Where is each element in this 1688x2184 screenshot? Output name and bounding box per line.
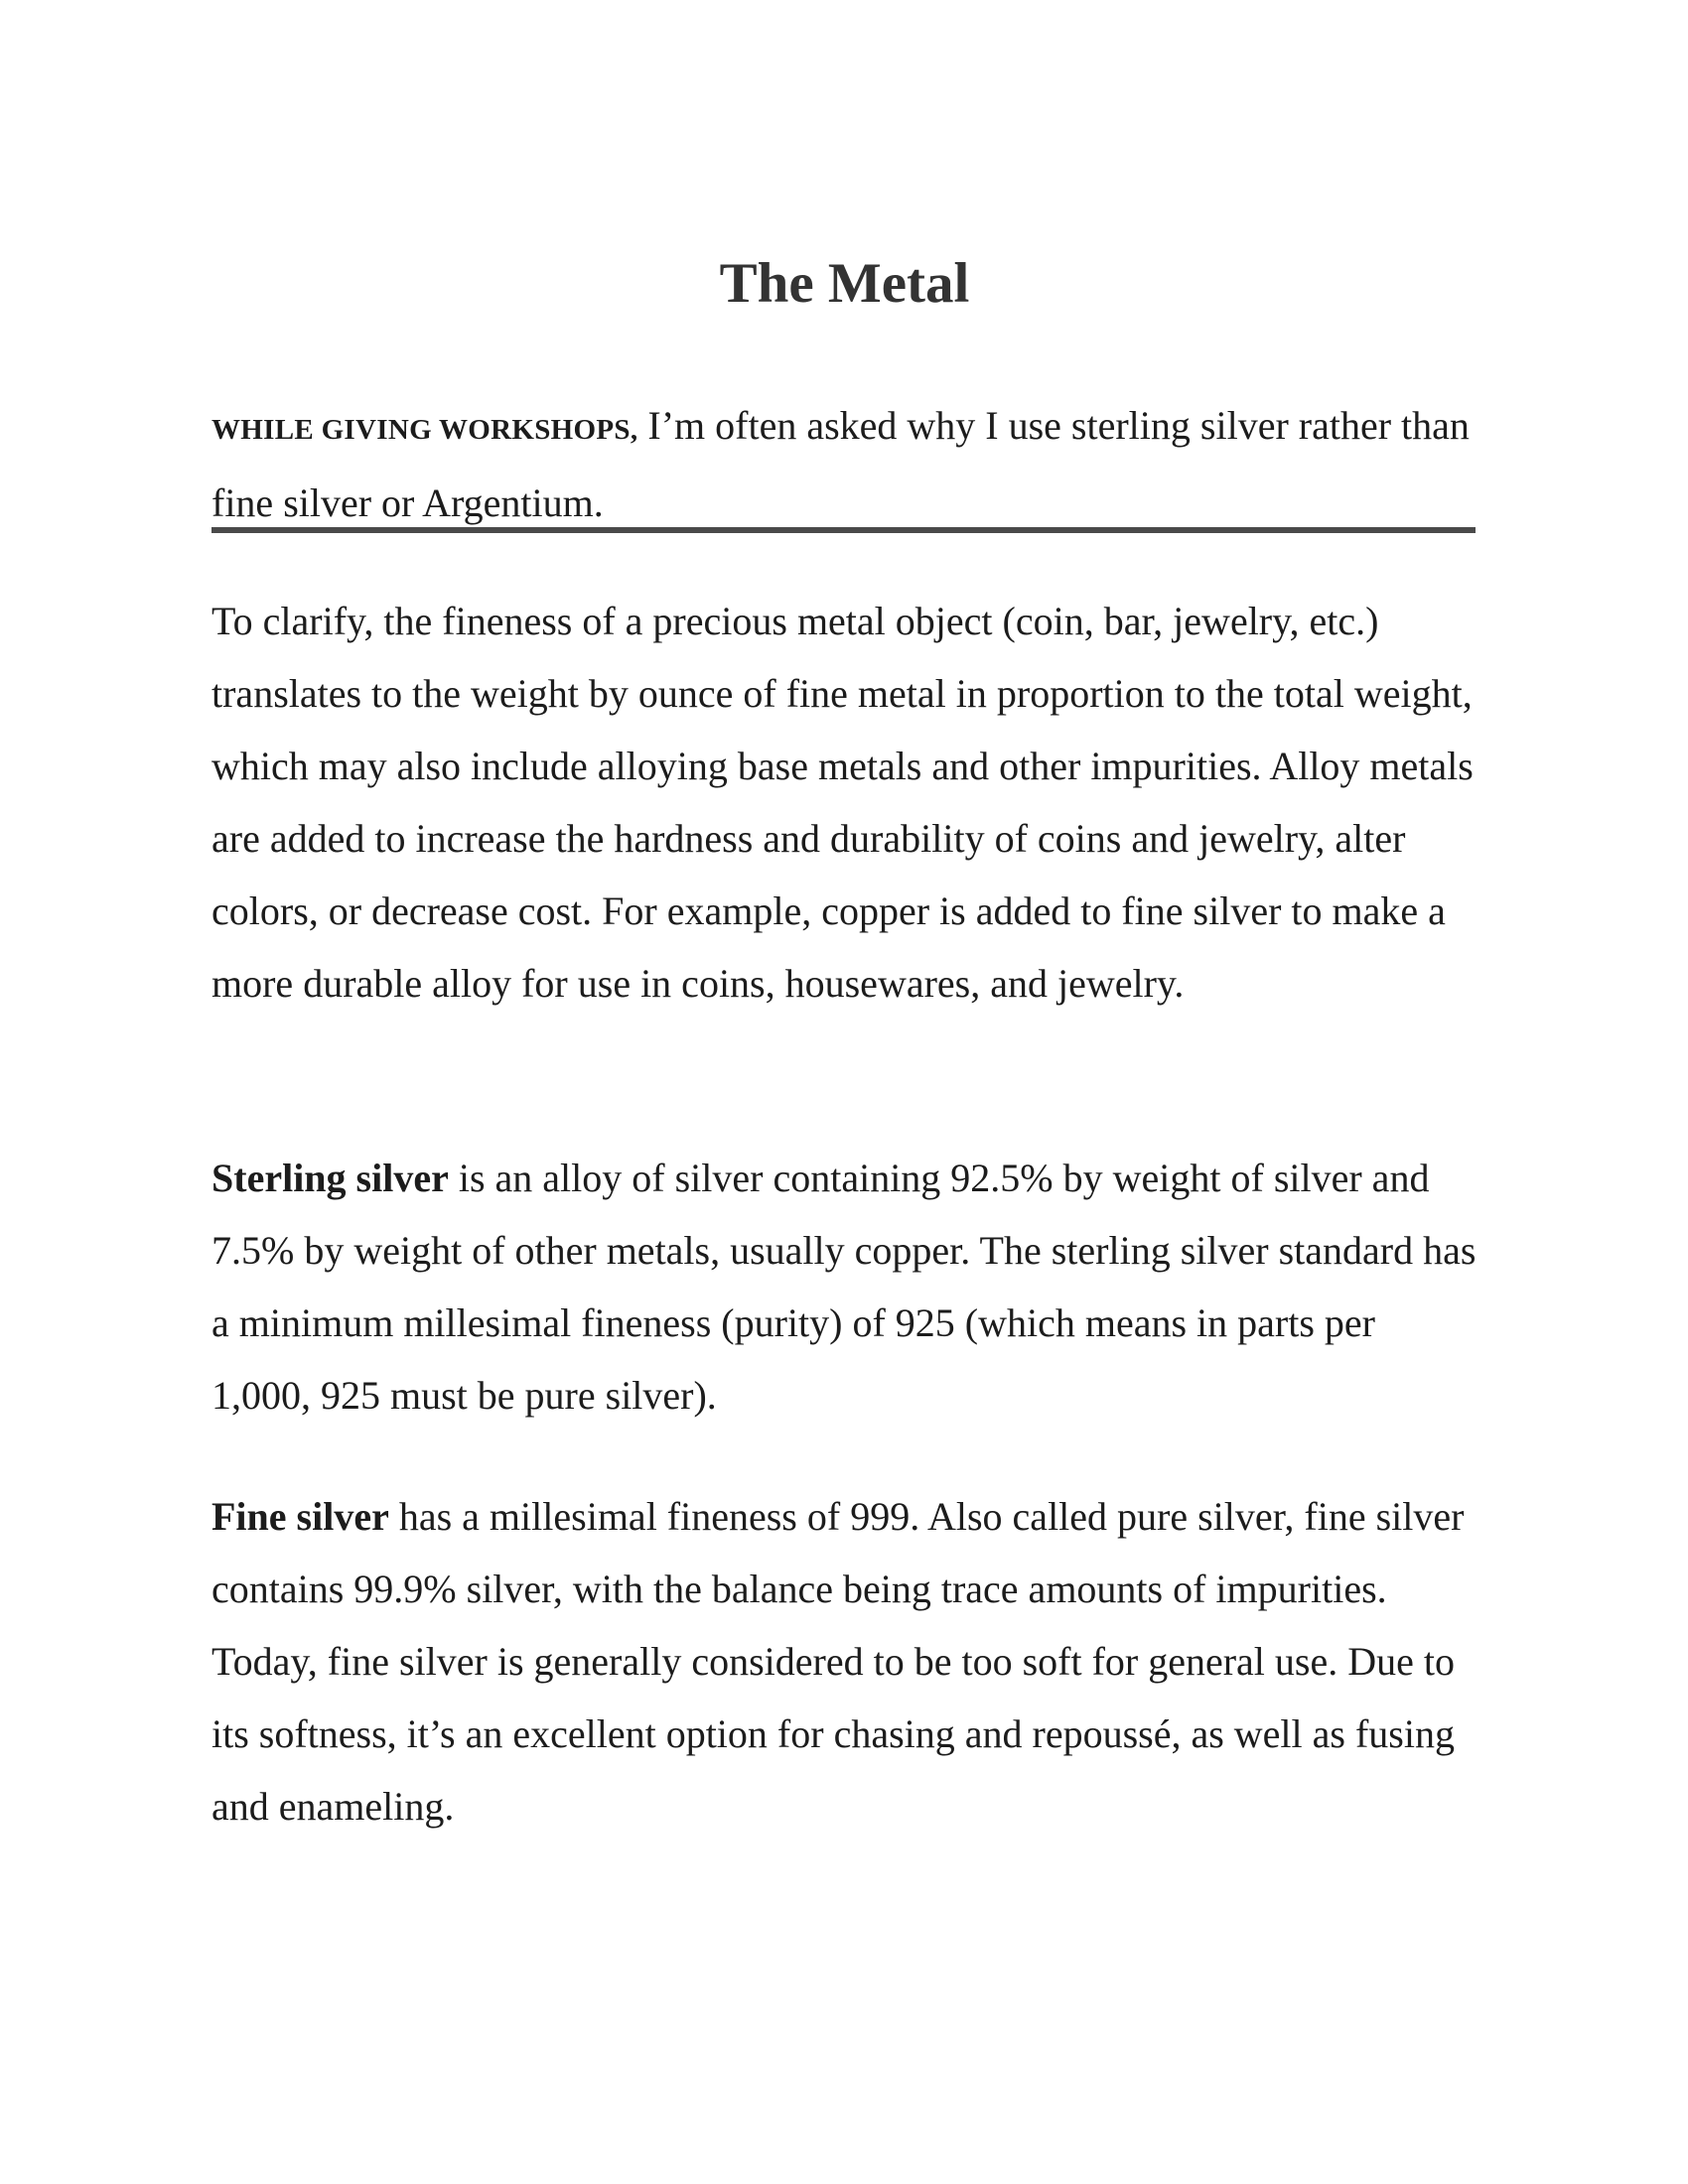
page-title: The Metal: [719, 252, 970, 315]
intro-lead-in: WHILE GIVING WORKSHOPS,: [211, 414, 638, 446]
fine-silver-paragraph: [211, 1480, 1477, 1843]
section-divider: [211, 527, 1476, 533]
fine-silver-term: Fine silver: [211, 1494, 389, 1539]
sterling-silver-paragraph: [211, 1142, 1477, 1432]
intro-text: I’m often asked why I use sterling silver rather than fine silver or Argentium.: [211, 403, 1470, 525]
intro-paragraph: [211, 389, 1477, 539]
sterling-silver-term: Sterling silver: [211, 1156, 449, 1200]
fineness-paragraph: To clarify, the fineness of a precious metal object (coin, bar, jewelry, etc.) translates to the weight by ounce of fine metal in proportion to the total weight, which may also include alloying base metals and other impurities. Alloy metals are added to increase the hardness and durability of coins and jewelry, alter colors, or decrease cost. For example, copper is added to fine silver to make a more durable alloy for use in coins, housewares, and jewelry.: [211, 599, 1474, 1006]
sterling-silver-text: is an alloy of silver containing 92.5% by weight of silver and 7.5% by weight of other metals, usually copper. The sterling silver standard has a minimum millesimal fineness (purity) of 925 (which means in parts per 1,000, 925 must be pure silver).: [211, 1156, 1477, 1418]
fine-silver-text: has a millesimal fineness of 999. Also called pure silver, fine silver contains 99.9% silver, with the balance being trace amounts of impurities. Today, fine silver is generally considered to be too soft for general use. Due to its softness, it’s an excellent option for chasing and repoussé, as well as fusing and enameling.: [211, 1494, 1465, 1829]
